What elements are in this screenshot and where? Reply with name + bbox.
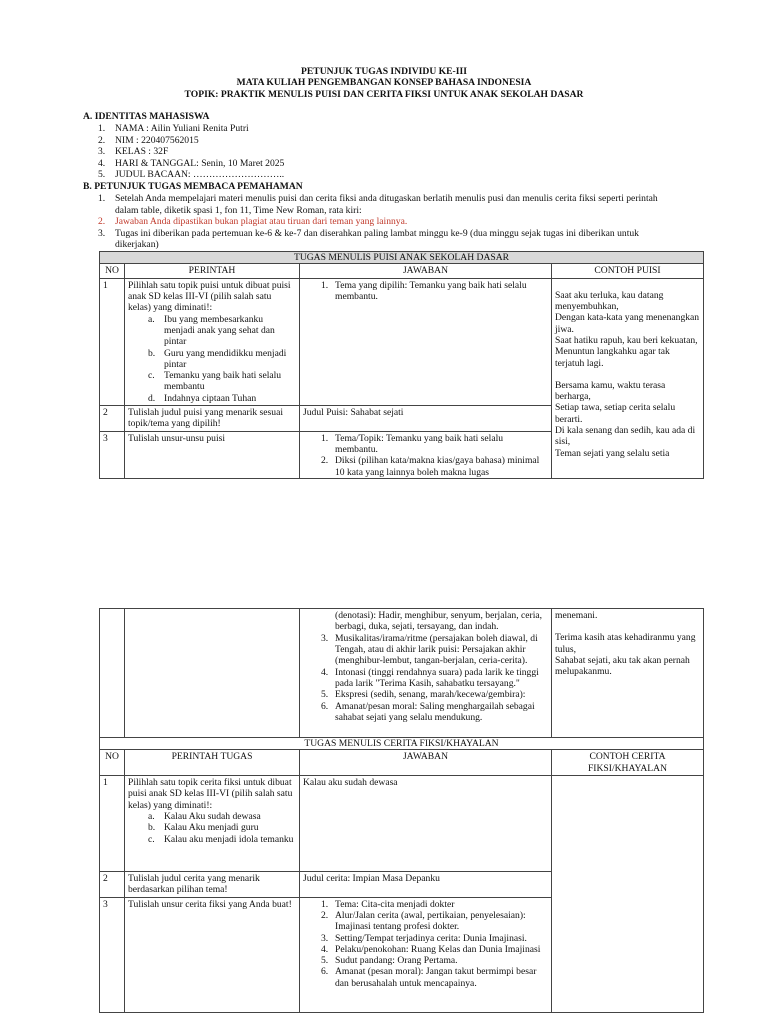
answer-item: 1. Tema yang dipilih: Temanku yang baik hati selalu membantu. <box>321 279 527 302</box>
poetry-task-table <box>99 251 704 479</box>
topic-option: b. Guru yang mendidikku menjadi pintar <box>148 347 287 370</box>
task-cell <box>125 609 300 738</box>
topic-option: b. Kalau Aku menjadi guru <box>148 822 259 834</box>
column-header: JAWABAN <box>300 264 552 278</box>
poem-line <box>555 369 700 380</box>
identity-item: 5. JUDUL BACAAN: ……………………….. <box>98 169 285 180</box>
answer-cell-continued <box>300 609 552 738</box>
row-number: 2 <box>100 871 125 897</box>
task-cell: Tulislah judul puisi yang menarik sesuai topik/tema yang dipilih! <box>125 406 300 432</box>
poem-line: Di kala senang dan sedih, kau ada di sisi, <box>555 425 696 448</box>
answer-item: 1. Tema/Topik: Temanku yang baik hati selalu membantu. <box>321 432 504 455</box>
instruction-item: 3. Tugas ini diberikan pada pertemuan ke-6 & ke-7 dan diserahkan paling lambat minggu ke-9 (dua minggu sejak tugas ini diberikan untuk <box>98 228 639 239</box>
answer-item: 6. Amanat (pesan moral): Jangan takut bermimpi besar dan berusahalah untuk mencapainya. <box>321 966 537 989</box>
answer-item: 6. Amanat/pesan moral: Saling menghargailah sebagai sahabat sejati yang selalu mendukung. <box>321 700 535 723</box>
answer-cell <box>300 278 552 405</box>
poem-line <box>555 621 700 632</box>
example-story-cell <box>552 775 704 1012</box>
poem-line: Bersama kamu, waktu terasa berharga, <box>555 379 666 403</box>
task-cell <box>125 278 300 405</box>
example-poem-continued <box>552 609 704 738</box>
identity-item: 4. HARI & TANGGAL: Senin, 10 Maret 2025 <box>98 158 285 169</box>
row-number: 1 <box>100 775 125 871</box>
answer-item: 5. Sudut pandang: Orang Pertama. <box>321 955 458 967</box>
poem-line: Sahabat sejati, aku tak akan pernah melupakanmu. <box>555 654 690 678</box>
identity-item: 1. NAMA : Ailin Yuliani Renita Putri <box>98 123 249 134</box>
column-header: PERINTAH TUGAS <box>125 750 300 776</box>
poem-line: Teman sejati yang selalu setia <box>555 447 670 459</box>
course-title: MATA KULIAH PENGEMBANGAN KONSEP BAHASA INDONESIA <box>236 77 532 88</box>
task-cell: Tulislah unsur-unsu puisi <box>125 431 300 478</box>
table-title: TUGAS MENULIS PUISI ANAK SEKOLAH DASAR <box>100 252 704 264</box>
instruction-item: 2. Jawaban Anda dipastikan bukan plagiat atau tiruan dari teman yang lainnya. <box>98 216 408 227</box>
column-header: JAWABAN <box>300 750 552 776</box>
poem-line: Terima kasih atas kehadiranmu yang tulus, <box>555 632 696 655</box>
task-text: Pilihlah satu topik puisi untuk dibuat puisi anak SD kelas III-VI (pilih salah satu kelas) yang diminati!: <box>128 279 291 314</box>
answer-cell: Judul cerita: Impian Masa Depanku <box>300 871 552 897</box>
task-text: Pilihlah satu topik cerita fiksi untuk dibuat puisi anak SD kelas III-VI (pilih salah satu kelas) yang diminati!: <box>128 776 293 811</box>
answer-item: 2. Diksi (pilihan kata/makna kias/gaya bahasa) minimal 10 kata yang lainnya boleh makna lugas <box>321 455 540 477</box>
answer-continued-text: (denotasi): Hadir, menghibur, senyum, berjalan, ceria, berbagi, duka, sejati, tersayang, dan indah. <box>335 610 543 633</box>
task-cell: Tulislah unsur cerita fiksi yang Anda buat! <box>125 897 300 1012</box>
answer-item: 4. Pelaku/penokohan: Ruang Kelas dan Dunia Imajinasi <box>321 943 541 955</box>
answer-item: 5. Ekspresi (sedih, senang, marah/kecewa/gembira): <box>321 689 526 701</box>
column-header: CONTOH CERITA FIKSI/KHAYALAN <box>552 750 704 776</box>
identity-item: 2. NIM : 220407562015 <box>98 135 199 146</box>
answer-item: 3. Setting/Tempat terjadinya cerita: Dunia Imajinasi. <box>321 932 527 944</box>
topic-options <box>128 314 296 405</box>
column-header: CONTOH PUISI <box>552 264 704 278</box>
row-number: 3 <box>100 897 125 1012</box>
poem-line: menemani. <box>555 610 598 621</box>
column-header: NO <box>100 750 125 776</box>
answer-item: 3. Musikalitas/irama/ritme (persajakan boleh diawal, di Tengah, atau di akhir larik puisi: Persajakan akhir (menghibur-lembut, tangan-berjalan, ceria-cerita). <box>321 632 538 667</box>
row-number: 3 <box>100 431 125 478</box>
poem-line: Menuntun langkahku agar tak terjatuh lagi. <box>555 346 670 369</box>
answer-item: 4. Intonasi (tinggi rendahnya suara) pada larik ke tinggi pada larik "Terima Kasih, sahabatku tersayang." <box>321 666 539 689</box>
answer-cell: Kalau aku sudah dewasa <box>300 775 552 871</box>
example-poem-cell <box>552 278 704 478</box>
row-number: 2 <box>100 406 125 432</box>
fiction-task-table <box>99 608 704 1013</box>
poem-line: Saat hatiku rapuh, kau beri kekuatan, <box>555 334 698 346</box>
identity-heading: A. IDENTITAS MAHASISWA <box>83 111 210 122</box>
identity-item: 3. KELAS : 32F <box>98 146 169 157</box>
answer-cell: Judul Puisi: Sahabat sejati <box>300 406 552 432</box>
poem-line: Saat aku terluka, kau datang menyembuhkan, <box>555 289 664 312</box>
topic-option: a. Kalau Aku sudah dewasa <box>148 810 261 822</box>
instruction-item: 1. Setelah Anda mempelajari materi menulis puisi dan cerita fiksi anda ditugaskan berlatih menulis pusi dan menulis cerita fiksi seperti perintah <box>98 193 658 204</box>
column-header: PERINTAH <box>125 264 300 278</box>
topic-option: d. Indahnya ciptaan Tuhan <box>148 392 257 404</box>
table-title: TUGAS MENULIS CERITA FIKSI/KHAYALAN <box>100 738 704 750</box>
answer-item: 1. Tema: Cita-cita menjadi dokter <box>321 898 455 910</box>
task-cell <box>125 775 300 871</box>
poem-line: Dengan kata-kata yang menenangkan jiwa. <box>555 312 700 335</box>
topic-option: c. Temanku yang baik hati selalu membantu <box>148 370 282 393</box>
topic-title: TOPIK: PRAKTIK MENULIS PUISI DAN CERITA FIKSI UNTUK ANAK SEKOLAH DASAR <box>184 89 584 100</box>
answer-item: 2. Alur/Jalan cerita (awal, pertikaian, penyelesaian): Imajinasi tentang profesi dokter. <box>321 909 526 933</box>
column-header: NO <box>100 264 125 278</box>
topic-option: c. Kalau aku menjadi idola temanku <box>148 833 294 845</box>
topic-options <box>128 811 296 845</box>
instruction-item-cont: dikerjakan) <box>115 239 159 250</box>
instruction-item-cont: dalam table, diketik spasi 1, fon 11, Time New Roman, rata kiri: <box>115 205 362 216</box>
doc-title: PETUNJUK TUGAS INDIVIDU KE-III <box>301 66 467 77</box>
poem-line: Setiap tawa, setiap cerita selalu berarti. <box>555 402 676 425</box>
row-number <box>100 609 125 738</box>
answer-cell <box>300 897 552 1012</box>
task-cell: Tulislah judul cerita yang menarik berdasarkan pilihan tema! <box>125 871 300 897</box>
instructions-heading: B. PETUNJUK TUGAS MEMBACA PEMAHAMAN <box>83 181 303 192</box>
answer-cell <box>300 431 552 478</box>
topic-option: a. Ibu yang membesarkanku menjadi anak yang sehat dan pintar <box>148 313 275 348</box>
row-number: 1 <box>100 278 125 405</box>
